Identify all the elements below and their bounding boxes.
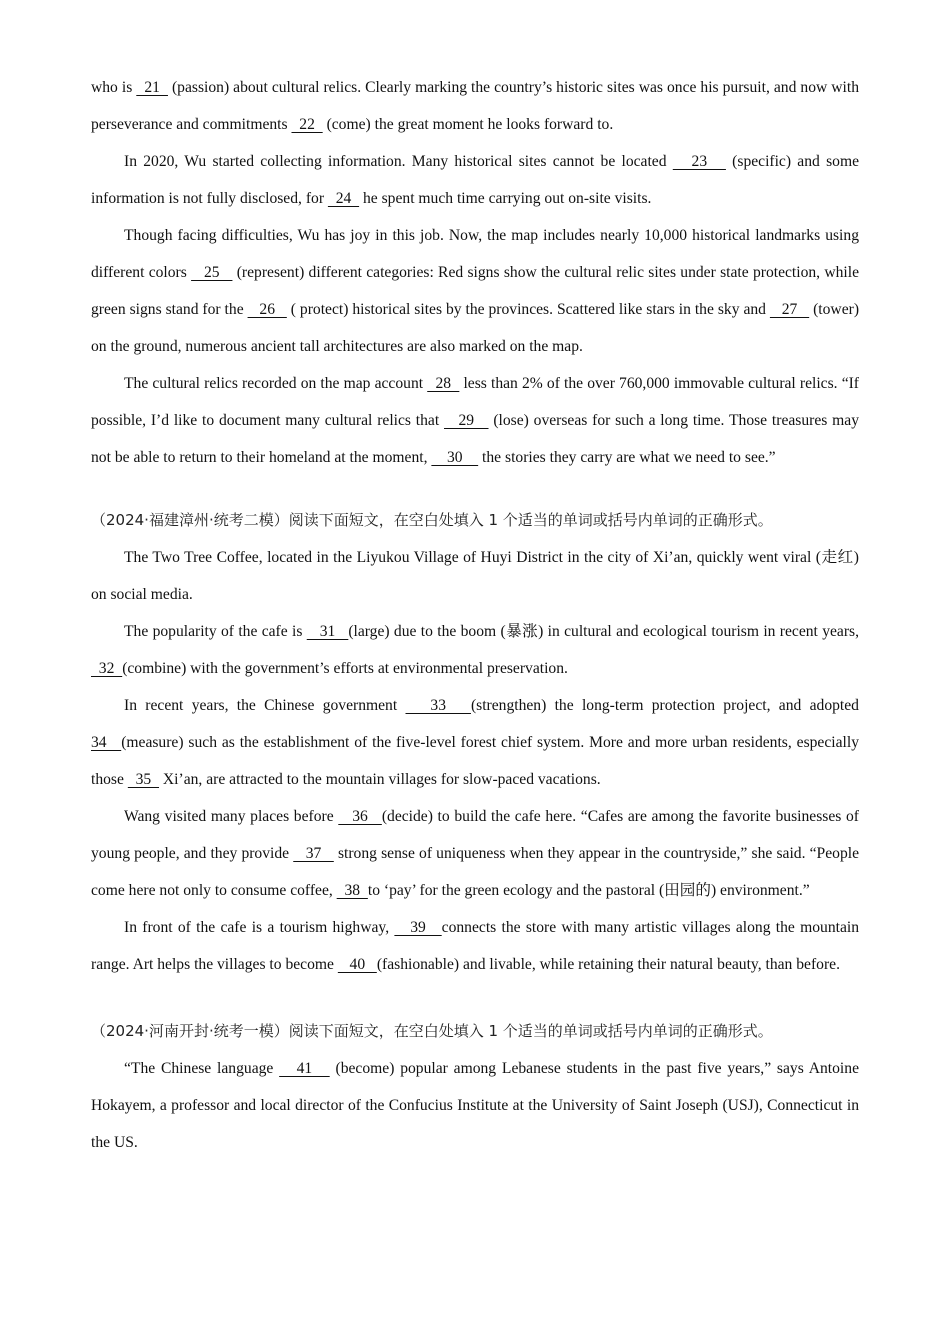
paragraph: [91, 1050, 859, 1161]
text-run: (measure) such as the establishment of the five-level forest chief system. More and more urban residents, especially those: [91, 734, 859, 788]
text-run: (decide) to build the cafe here. “Cafes are among the favorite businesses of young people, and they provide: [91, 808, 859, 862]
section-heading: （2024·河南开封·统考一模）阅读下面短文，在空白处填入 1 个适当的单词或括号内单词的正确形式。: [91, 1022, 773, 1040]
paragraph: [91, 365, 859, 476]
text-run: (lose) overseas for such a long time. Those treasures may not be able to return to their homeland at the moment,: [91, 412, 860, 466]
answer-blank: 36: [338, 808, 382, 825]
answer-blank: 25: [191, 264, 233, 281]
answer-blank: 27: [769, 301, 810, 318]
text-run: Xi’an, are attracted to the mountain villages for slow-paced vacations.: [159, 771, 601, 788]
answer-blank: 28: [427, 375, 460, 392]
text-run: (combine) with the government’s efforts at environmental preservation.: [122, 660, 568, 677]
text-run: who is: [91, 79, 137, 96]
answer-blank: 39: [394, 919, 442, 936]
answer-blank: 29: [444, 412, 489, 429]
text-run: In recent years, the Chinese government: [124, 697, 406, 714]
text-run: (large) due to the boom (暴涨) in cultural and ecological tourism in recent years,: [348, 623, 860, 640]
text-run: (passion) about cultural relics. Clearly marking the country’s historic sites was once his pursuit, and now with perseverance and commitments: [91, 79, 859, 133]
text-run: The popularity of the cafe is: [124, 623, 307, 640]
answer-blank: 24: [327, 190, 360, 207]
text-run: (strengthen) the long-term protection project, and adopted: [470, 697, 859, 714]
section-heading: （2024·福建漳州·统考二模）阅读下面短文，在空白处填入 1 个适当的单词或括号内单词的正确形式。: [91, 511, 773, 529]
paragraph: [91, 798, 859, 909]
text-run: less than 2% of the over 760,000 immovable cultural relics. “If possible, I’d like to document many cultural relics that: [91, 375, 859, 429]
answer-blank: 22: [291, 116, 323, 133]
text-run: (tower) on the ground, numerous ancient tall architectures are also marked on the map.: [91, 301, 860, 355]
text-run: (represent) different categories: Red signs show the cultural relic sites under state protection, while green signs stand for the: [91, 264, 860, 318]
text-run: In front of the cafe is a tourism highway,: [124, 919, 395, 936]
answer-blank: 34: [91, 734, 122, 751]
answer-blank: 26: [247, 301, 287, 318]
text-run: “The Chinese language: [124, 1060, 280, 1077]
answer-blank: 40: [337, 956, 377, 973]
text-run: In 2020, Wu started collecting information. Many historical sites cannot be located: [124, 153, 673, 170]
text-run: The cultural relics recorded on the map account: [124, 375, 428, 392]
text-run: ( protect) historical sites by the provinces. Scattered like stars in the sky and: [286, 301, 770, 318]
text-run: Wang visited many places before: [124, 808, 339, 825]
answer-blank: 37: [293, 845, 334, 862]
text-run: (fashionable) and livable, while retaining their natural beauty, than before.: [376, 956, 840, 973]
paragraph: [91, 217, 859, 365]
answer-blank: 32: [91, 660, 123, 677]
answer-blank: 38: [336, 882, 368, 899]
text-run: connects the store with many artistic villages along the mountain range. Art helps the villages to become: [91, 919, 860, 973]
text-run: (become) popular among Lebanese students in the past five years,” says Antoine Hokayem, a professor and local director of the Confucius Institute at the University of Saint Joseph (USJ), Connecticut in the US.: [91, 1060, 859, 1151]
paragraph: [91, 143, 859, 217]
text-run: strong sense of uniqueness when they appear in the countryside,” she said. “People come here not only to consume coffee,: [91, 845, 860, 899]
answer-blank: 21: [136, 79, 168, 96]
answer-blank: 35: [127, 771, 160, 788]
answer-blank: 33: [405, 697, 471, 714]
answer-blank: 31: [306, 623, 349, 640]
document-page: [91, 69, 859, 1161]
paragraph: [91, 613, 859, 687]
text-run: to ‘pay’ for the green ecology and the pastoral (田园的) environment.”: [367, 882, 810, 899]
text-run: the stories they carry are what we need to see.”: [478, 449, 776, 466]
paragraph: [91, 539, 859, 613]
text-run: (specific) and some information is not fully disclosed, for: [91, 153, 859, 207]
text-run: Though facing difficulties, Wu has joy in this job. Now, the map includes nearly 10,000 historical landmarks using different colors: [91, 227, 859, 281]
answer-blank: 30: [431, 449, 479, 466]
text-run: (come) the great moment he looks forward to.: [322, 116, 614, 133]
answer-blank: 41: [279, 1060, 330, 1077]
paragraph: [91, 687, 859, 798]
text-run: he spent much time carrying out on-site visits.: [359, 190, 652, 207]
answer-blank: 23: [672, 153, 726, 170]
text-run: The Two Tree Coffee, located in the Liyukou Village of Huyi District in the city of Xi’an, quickly went viral (走红) on social media.: [91, 549, 859, 603]
paragraph: [91, 69, 859, 143]
paragraph: [91, 909, 859, 983]
